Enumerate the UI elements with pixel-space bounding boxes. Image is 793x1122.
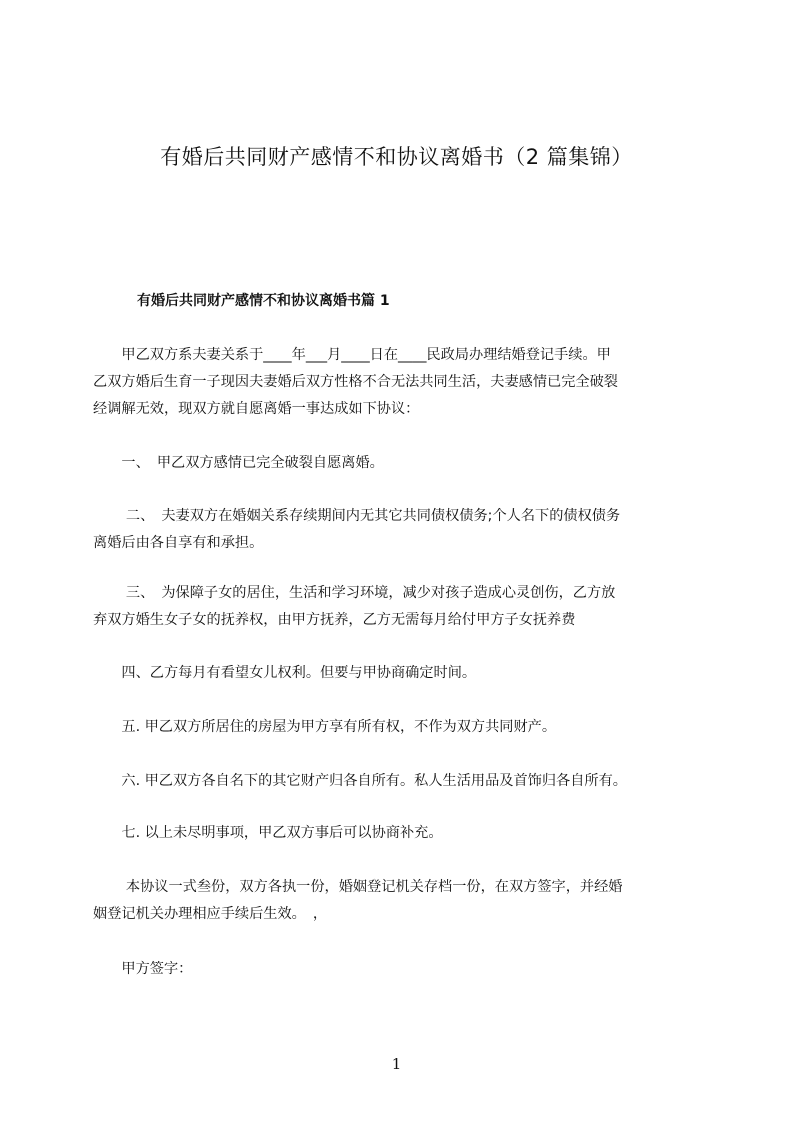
clause-6	[93, 768, 703, 795]
paragraph-line: 本协议一式叁份，双方各执一份，婚姻登记机关存档一份，在双方签字，并经婚	[93, 879, 623, 895]
paragraph-line: 六. 甲乙双方各自名下的其它财产归各自所有。私人生活用品及首饰归各自所有。	[93, 773, 627, 789]
paragraph-line: 甲方签字：	[93, 961, 193, 977]
paragraph-line: 五. 甲乙双方所居住的房屋为甲方享有所有权，不作为双方共同财产。	[93, 719, 557, 735]
paragraph-line: 二、 夫妻双方在婚姻关系存续期间内无其它共同债权债务;个人名下的债权债务	[93, 508, 621, 524]
paragraph-marriage-registration	[93, 342, 703, 423]
agreement-effectiveness	[93, 874, 703, 928]
paragraph-line: 离婚后由各自享有和承担。	[93, 535, 264, 551]
paragraph-line: 四、乙方每月有看望女儿权利。但要与甲协商确定时间。	[93, 665, 477, 681]
clause-4	[93, 660, 703, 687]
clause-2	[93, 503, 703, 557]
party-a-signature	[93, 956, 703, 983]
clause-5	[93, 714, 703, 741]
paragraph-line: 三、 为保障子女的居住，生活和学习环境，减少对孩子造成心灵创伤，乙方放	[93, 585, 616, 601]
document-title: 有婚后共同财产感情不和协议离婚书（2 篇集锦）	[160, 145, 633, 169]
section-heading: 有婚后共同财产感情不和协议离婚书篇 1	[137, 293, 390, 309]
paragraph-line: 甲乙双方系夫妻关系于____年___月____日在____民政局办理结婚登记手续。甲	[93, 347, 611, 363]
clause-7	[93, 820, 703, 847]
paragraph-line: 弃双方婚生女子女的抚养权，由甲方抚养，乙方无需每月给付甲方子女抚养费	[93, 612, 576, 628]
clause-3	[93, 580, 703, 634]
paragraph-line: 乙双方婚后生育一子现因夫妻婚后双方性格不合无法共同生活，夫妻感情已完全破裂	[93, 374, 618, 390]
page-number: 1	[391, 1055, 402, 1073]
paragraph-line: 经调解无效，现双方就自愿离婚一事达成如下协议：	[93, 401, 420, 417]
paragraph-line: 姻登记机关办理相应手续后生效。 ，	[93, 906, 328, 922]
clause-1	[93, 450, 703, 477]
paragraph-line: 七. 以上未尽明事项，甲乙双方事后可以协商补充。	[93, 825, 443, 841]
paragraph-line: 一、 甲乙双方感情已完全破裂自愿离婚。	[93, 455, 384, 471]
